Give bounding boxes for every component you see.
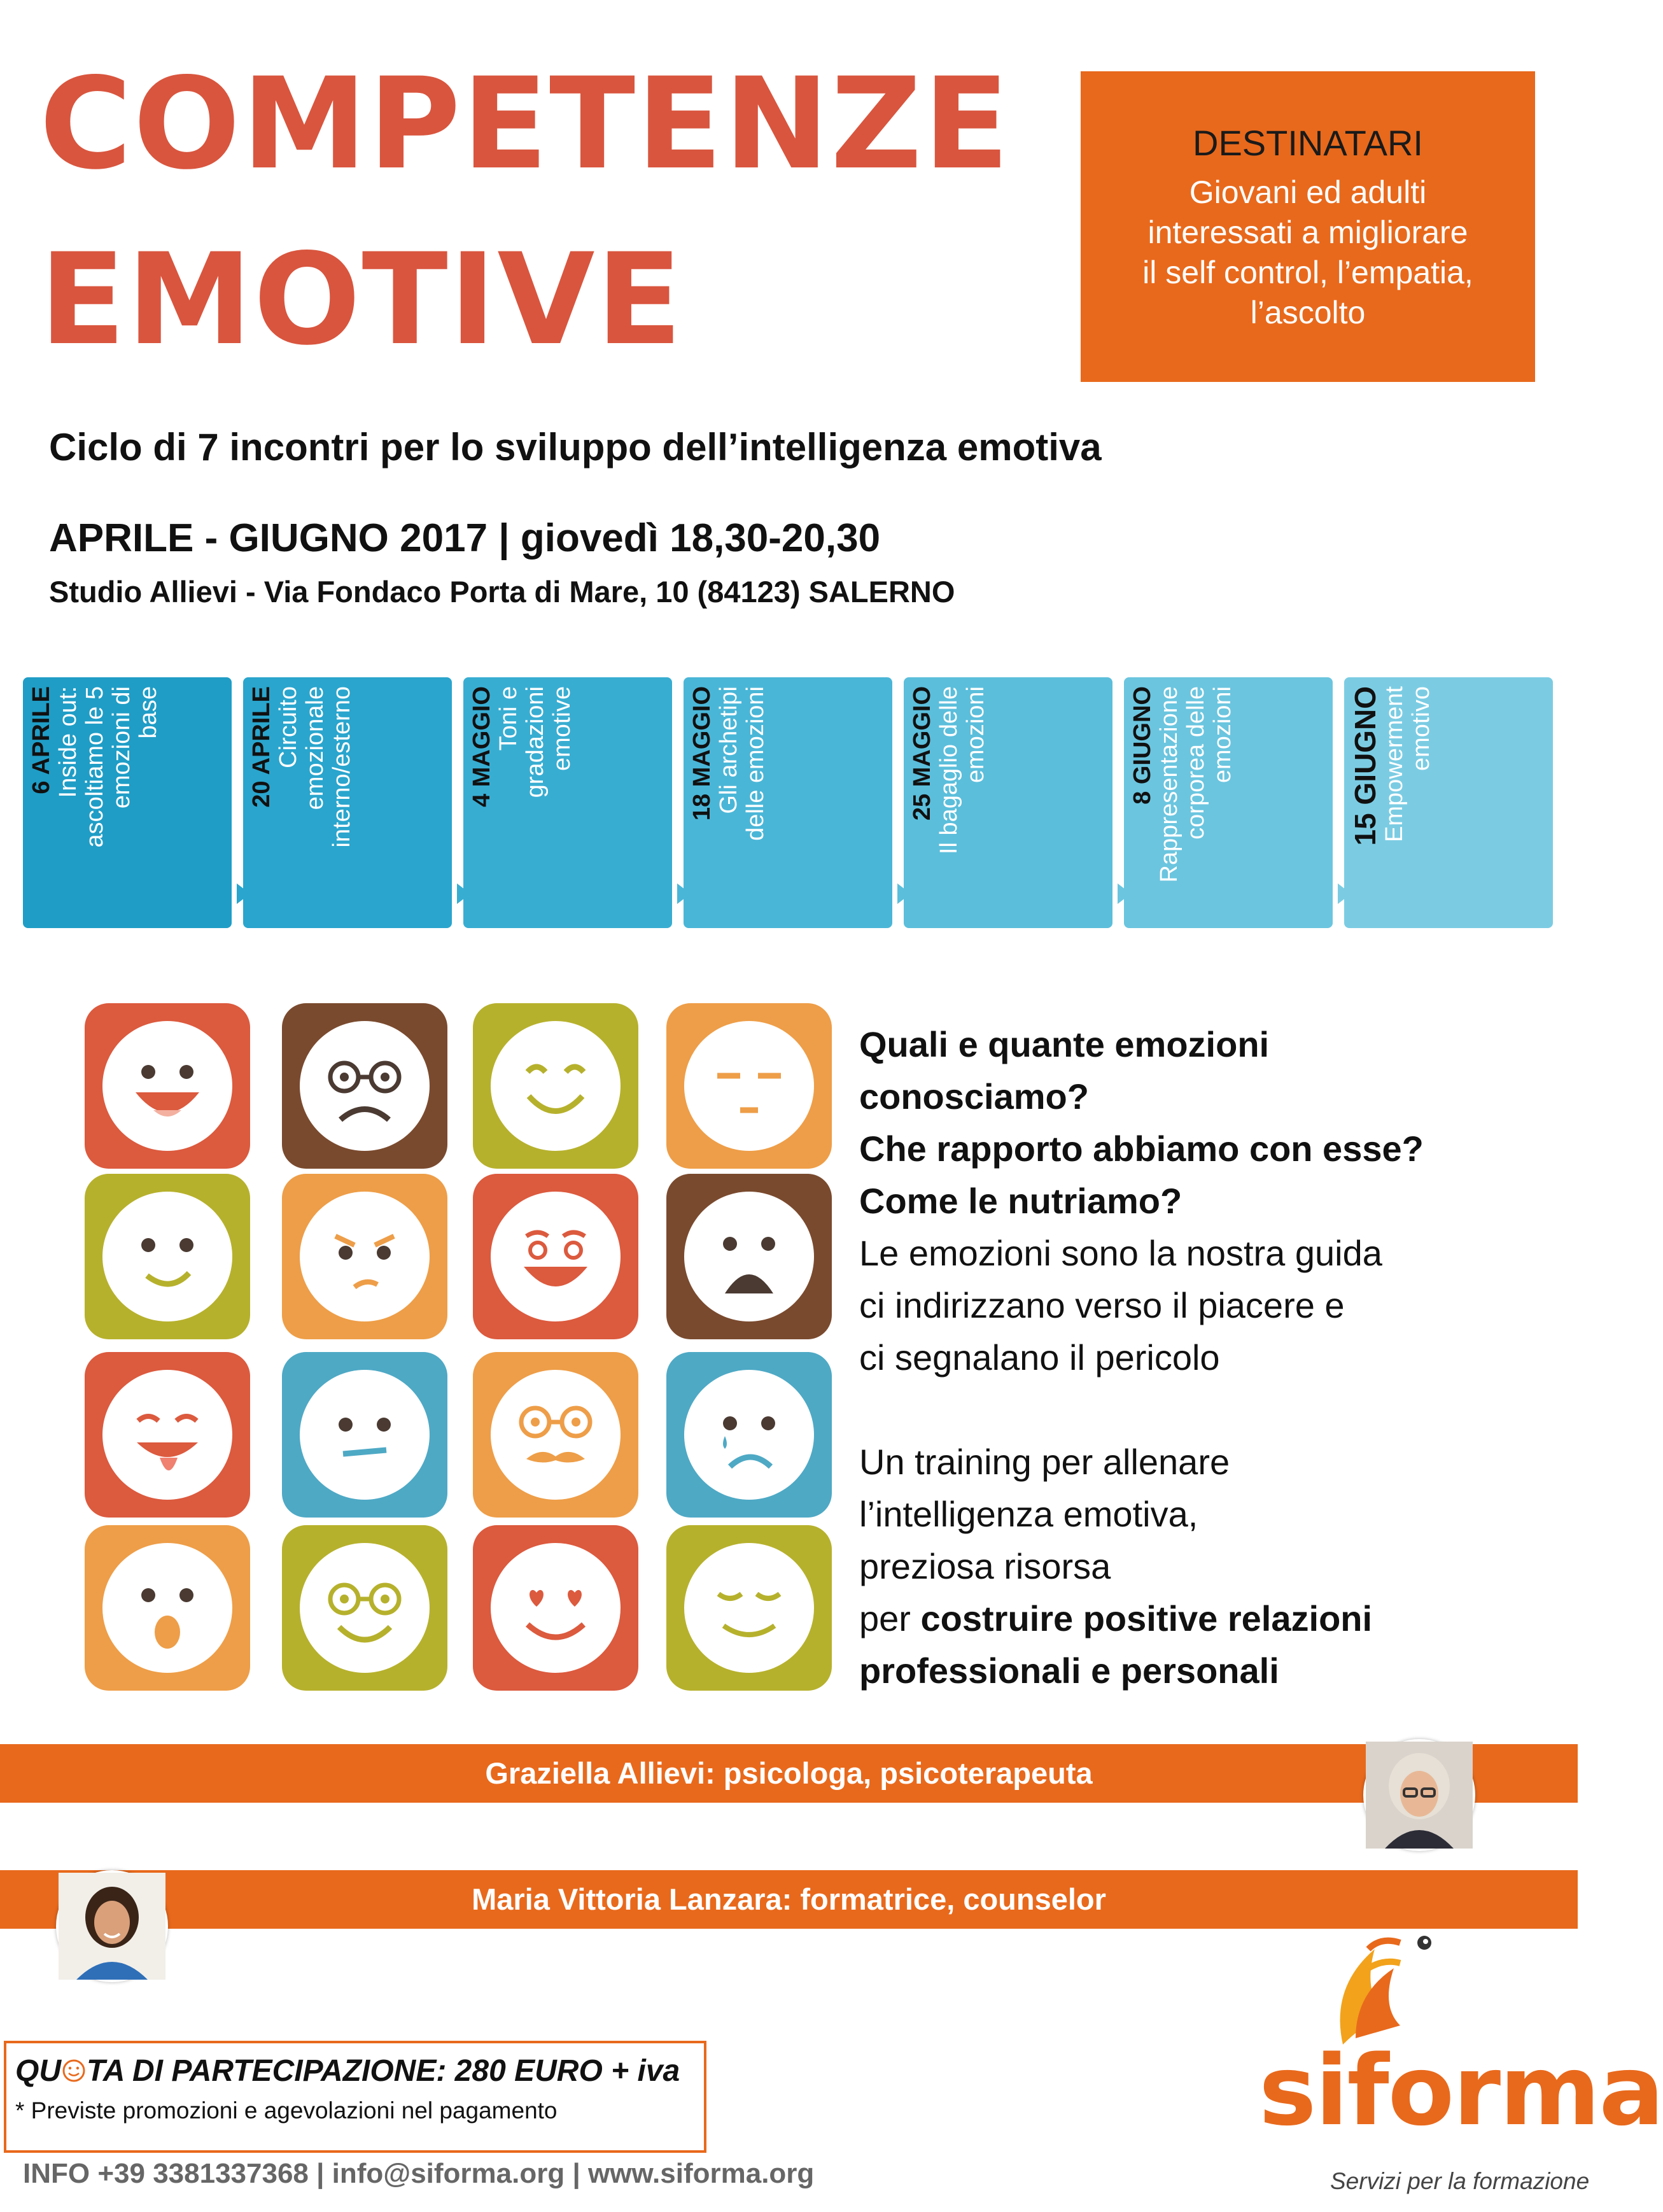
emoji-face — [102, 1543, 232, 1673]
training-line: Un training per allenare — [859, 1442, 1230, 1482]
smiling-face-icon — [473, 1003, 638, 1169]
timeline-text — [1344, 677, 1553, 928]
smiley-o-icon — [61, 2056, 87, 2091]
emoji-face — [300, 1543, 430, 1673]
training-line: preziosa risorsa — [859, 1546, 1111, 1586]
timeline-date: 20 APRILE — [248, 686, 275, 808]
timeline-box — [904, 677, 1112, 928]
title-line-1: COMPETENZE — [39, 50, 1011, 197]
siforma-logo-icon — [1305, 1924, 1432, 2051]
timeline-date: 4 MAGGIO — [468, 686, 495, 808]
emoji-face — [684, 1543, 814, 1673]
emoji-face — [102, 1021, 232, 1151]
timeline-topic-line: emozioni — [1209, 686, 1236, 784]
trainer-bar-2 — [0, 1870, 1578, 1929]
grinning-face-icon — [473, 1174, 638, 1339]
quota-suffix: TA DI PARTECIPAZIONE: 280 EURO + iva — [87, 2054, 680, 2088]
timeline-text — [904, 677, 1112, 928]
training-line: l’intelligenza emotiva, — [859, 1494, 1198, 1534]
title-line-2: EMOTIVE — [39, 226, 684, 373]
unamused-face-icon — [666, 1003, 832, 1169]
timeline-topic-line: Empowerment — [1381, 686, 1408, 842]
emoji-grid — [85, 987, 842, 1687]
mustache-glasses-face-icon — [473, 1352, 638, 1518]
destinatari-line: l’ascolto — [1250, 295, 1366, 330]
heart-eyes-face-icon — [473, 1525, 638, 1691]
timeline-topic-line: Circuito — [275, 686, 302, 768]
timeline-box — [23, 677, 232, 928]
glasses-smile-face-icon — [282, 1525, 447, 1691]
emoji-face — [684, 1370, 814, 1500]
laughing-face-icon — [85, 1003, 250, 1169]
emoji-face — [300, 1370, 430, 1500]
description-text — [859, 1018, 1559, 1697]
question-line: Come le nutriamo? — [859, 1181, 1182, 1221]
quota-box — [4, 2041, 706, 2153]
timeline-box — [1124, 677, 1333, 928]
trainer-2-avatar — [56, 1870, 168, 1982]
emoji-face — [684, 1021, 814, 1151]
shocked-face-icon — [666, 1174, 832, 1339]
timeline-box — [463, 677, 672, 928]
trainer-bar-1 — [0, 1744, 1578, 1803]
trainer-name-1: Graziella Allievi: psicologa, psicoterapeuta — [485, 1756, 1093, 1790]
schedule-dates: APRILE - GIUGNO 2017 | giovedì 18,30-20,30 — [49, 516, 881, 560]
description-line: Le emozioni sono la nostra guida — [859, 1233, 1382, 1273]
timeline-topic-line: emozionale — [302, 686, 328, 810]
quota-main — [15, 2053, 704, 2091]
question-line: Quali e quante emozioni — [859, 1024, 1270, 1064]
glasses-sad-face-icon — [282, 1003, 447, 1169]
emoji-face — [300, 1192, 430, 1321]
timeline-text — [23, 677, 232, 928]
timeline-topic-line: interno/esterno — [328, 686, 355, 848]
emoji-face — [684, 1192, 814, 1321]
angry-face-icon — [282, 1174, 447, 1339]
emoji-face — [491, 1543, 621, 1673]
destinatari-box — [1081, 71, 1535, 382]
timeline-topic-line: Il bagaglio delle — [936, 686, 962, 855]
training-bold-1: costruire positive relazioni — [920, 1598, 1373, 1638]
description-line: ci segnalano il pericolo — [859, 1337, 1220, 1377]
timeline-topic-line: Toni e — [495, 686, 522, 751]
emoji-face — [300, 1021, 430, 1151]
timeline-topic-line: base — [135, 686, 162, 739]
question-line: Che rapporto abbiamo con esse? — [859, 1129, 1424, 1169]
trainer-1-avatar — [1363, 1739, 1475, 1851]
timeline-box — [243, 677, 452, 928]
logo-tagline: Servizi per la formazione — [1330, 2168, 1590, 2194]
content-face-icon — [666, 1525, 832, 1691]
tongue-face-icon — [85, 1352, 250, 1518]
emoji-face — [102, 1370, 232, 1500]
timeline-box — [684, 677, 892, 928]
timeline-text — [243, 677, 452, 928]
emoji-face — [491, 1370, 621, 1500]
timeline-topic-line: Rappresentazione — [1156, 686, 1182, 883]
timeline-box — [1344, 677, 1553, 928]
timeline-text — [1124, 677, 1333, 928]
neutral-face-icon — [282, 1352, 447, 1518]
surprised-face-icon — [85, 1525, 250, 1691]
emoji-face — [491, 1021, 621, 1151]
slight-smile-face-icon — [85, 1174, 250, 1339]
timeline-topic-line: delle emozioni — [742, 686, 769, 841]
timeline-topic-line: ascoltiamo le 5 — [81, 686, 108, 848]
timeline-date: 18 MAGGIO — [689, 686, 715, 821]
emoji-face — [102, 1192, 232, 1321]
timeline-date: 15 GIUGNO — [1349, 686, 1382, 846]
quota-prefix: QU — [15, 2054, 61, 2088]
training-line-mixed — [859, 1593, 1559, 1645]
timeline-topic-line: emozioni di — [108, 686, 135, 809]
timeline-date: 8 GIUGNO — [1129, 686, 1156, 805]
timeline-topic-line: corporea delle — [1182, 686, 1209, 840]
timeline-topic-line: Inside out: — [55, 686, 81, 798]
training-bold-2: professionali e personali — [859, 1651, 1279, 1691]
timeline-date: 25 MAGGIO — [909, 686, 936, 821]
destinatari-line: interessati a migliorare — [1147, 215, 1468, 250]
destinatari-line: Giovani ed adulti — [1189, 174, 1427, 210]
destinatari-heading: DESTINATARI — [1193, 123, 1423, 163]
timeline-topic-line: emotivo — [1408, 686, 1435, 771]
destinatari-line: il self control, l’empatia, — [1142, 255, 1473, 290]
timeline-topic-line: gradazioni — [522, 686, 549, 798]
timeline-date: 6 APRILE — [28, 686, 55, 794]
emoji-face — [491, 1192, 621, 1321]
training-prefix: per — [859, 1598, 921, 1638]
timeline-topic-line: Gli archetipi — [715, 686, 742, 814]
timeline-topic-line: emotive — [549, 686, 575, 771]
description-line: ci indirizzano verso il piacere e — [859, 1285, 1345, 1325]
quota-note: * Previste promozioni e agevolazioni nel pagamento — [15, 2097, 558, 2124]
schedule-address: Studio Allievi - Via Fondaco Porta di Mare, 10 (84123) SALERNO — [49, 575, 955, 609]
logo-word: siforma — [1259, 2034, 1663, 2147]
timeline-text — [684, 677, 892, 928]
crying-face-icon — [666, 1352, 832, 1518]
timeline-text — [463, 677, 672, 928]
subtitle: Ciclo di 7 incontri per lo sviluppo dell’intelligenza emotiva — [49, 426, 1102, 468]
contact-info: INFO +39 3381337368 | info@siforma.org | www.siforma.org — [23, 2158, 815, 2189]
trainer-name-2: Maria Vittoria Lanzara: formatrice, counselor — [472, 1882, 1106, 1916]
question-line: conosciamo? — [859, 1076, 1089, 1117]
timeline-topic-line: emozioni — [962, 686, 989, 784]
